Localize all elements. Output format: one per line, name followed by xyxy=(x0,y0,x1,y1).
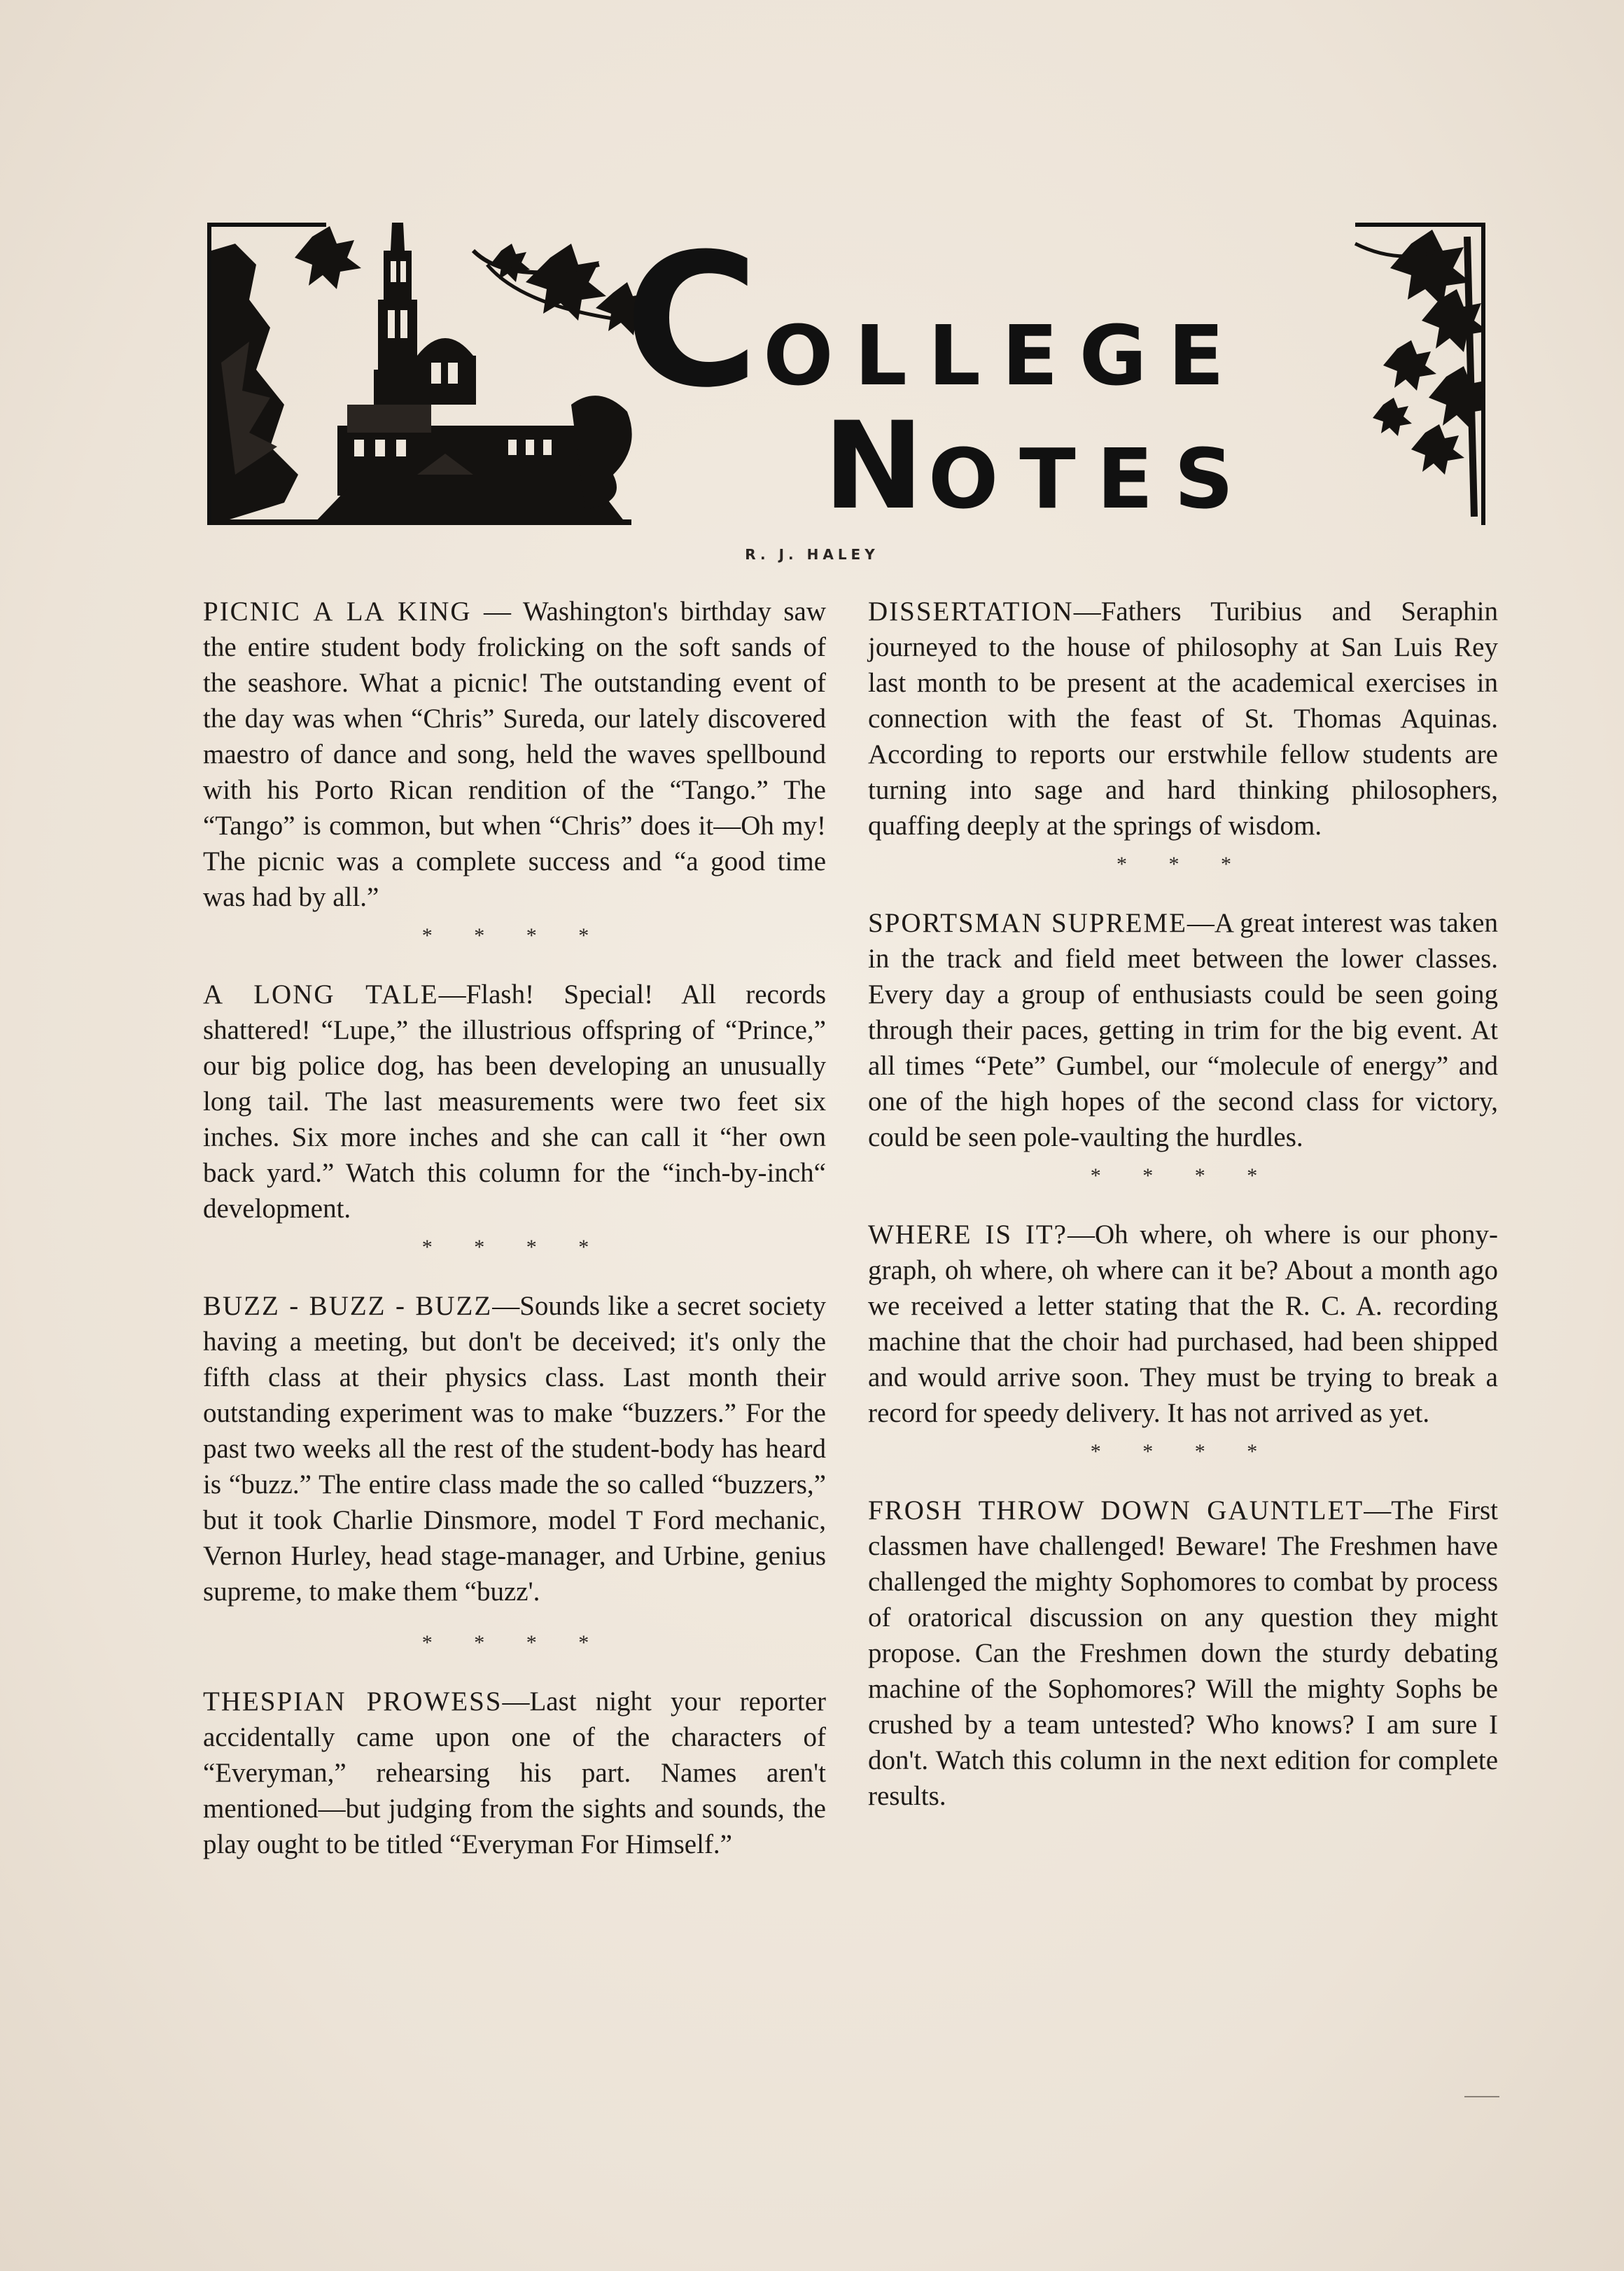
article-frosh xyxy=(868,1493,1498,1814)
article-dissertation xyxy=(868,594,1498,844)
title-rest-ollege: OLLEGE xyxy=(763,307,1246,404)
article-heading: BUZZ - BUZZ - BUZZ xyxy=(203,1291,493,1321)
title-rest-otes: OTES xyxy=(927,431,1255,527)
article-body: —Oh where, oh where is our phony-graph, oh where, oh where can it be? About a month ago we received a letter stating that the R. C. A. recording machine that the choir had purchased, had been shipped and would arrive soon. They must be trying to break a record for speedy delivery. It has not arrived as yet. xyxy=(868,1220,1498,1428)
article-body: —Flash! Special! All records shattered! “Lupe,” the illustrious offspring of “Prince,” our big police dog, has been developing an unusually long tail. The last measurements were two feet six inches. Six more inches and she can call it “her own back yard.” Watch this column for the “inch-by-inch“ development. xyxy=(203,979,827,1224)
article-body: —A great interest was taken in the track and field meet between the lower classes. Every day a group of enthusiasts could be seen going through their paces, getting in trim for the big event. At all times “Pete” Gumbel, our “molecule of energy” and one of the high hopes of the second class for victory, could be seen pole-vaulting the hurdles. xyxy=(868,908,1498,1152)
article-buzz xyxy=(203,1288,826,1609)
article-heading: PICNIC A LA KING xyxy=(203,596,472,627)
section-separator: * * * xyxy=(1116,853,1250,876)
section-separator: * * * * xyxy=(421,924,608,947)
footer-rule xyxy=(1464,2096,1499,2097)
author-byline: R. J. HALEY xyxy=(745,546,879,563)
article-body: —The First classmen have challenged! Beware! The Freshmen have challenged the mighty Sophomores to combat by process of oratorical discussion on any question they might propose. Can the Freshmen down the sturdy debating machine of the Sophomores? Will the mighty Sophs be crushed by a team untested? Who knows? I am sure I don't. Watch this column in the next edition for complete results. xyxy=(868,1495,1498,1811)
college-notes-masthead xyxy=(207,214,1485,536)
article-long-tale xyxy=(203,977,826,1227)
right-column xyxy=(868,594,1498,1814)
title-initial-c: C xyxy=(624,214,764,428)
title-initial-n: N xyxy=(823,396,928,536)
article-heading: DISSERTATION xyxy=(868,596,1074,627)
article-body: —Last night your reporter accidentally came upon one of the characters of “Everyman,” rehearsing his part. Names aren't mentioned—but judging from the sights and sounds, the play ought to be titled “Everyman For Himself.” xyxy=(203,1686,826,1859)
article-heading: A LONG TALE xyxy=(203,979,439,1009)
article-heading: FROSH THROW DOWN GAUNTLET xyxy=(868,1495,1364,1525)
article-heading: SPORTSMAN SUPREME xyxy=(868,908,1187,938)
article-body: — Washington's birthday saw the entire student body frolicking on the soft sands of the seashore. What a picnic! The outstanding event of the day was when “Chris” Sureda, our lately discovered maestro of dance and song, held the waves spellbound with his Porto Rican rendition of the “Tango.” The “Tango” is common, but when “Chris” does it—Oh my! The picnic was a complete success and “a good time was had by all.” xyxy=(203,596,826,912)
article-body: —Fathers Turibius and Seraphin journeyed to the house of philosophy at San Luis Rey last month to be present at the academical exercises in connection with the feast of St. Thomas Aquinas. According to reports our erstwhile fellow students are turning into sage and hard thinking philosophers, quaffing deeply at the springs of wisdom. xyxy=(868,596,1498,841)
article-body: —Sounds like a secret society having a meeting, but don't be deceived; it's only the fifth class at their physics class. Last month their outstanding experiment was to make “buzzers.” For the past two weeks all the rest of the student-body has heard is “buzz.” The entire class made the so called “buzzers,” but it took Charlie Dinsmore, model T Ford mechanic, Vernon Hurley, head stage-manager, and Urbine, genius supreme, to make them “buzz'. xyxy=(203,1291,826,1607)
section-separator: * * * * xyxy=(1090,1440,1276,1463)
section-separator: * * * * xyxy=(421,1236,608,1259)
section-separator: * * * * xyxy=(421,1631,608,1654)
section-separator: * * * * xyxy=(1090,1164,1276,1187)
article-thespian xyxy=(203,1684,826,1862)
article-sportsman xyxy=(868,905,1498,1155)
masthead-title-line-2 xyxy=(823,396,1255,536)
article-heading: THESPIAN PROWESS xyxy=(203,1686,503,1717)
left-column xyxy=(203,594,826,1862)
masthead-title-line-1 xyxy=(624,214,1246,428)
article-where-is-it xyxy=(868,1217,1498,1431)
article-heading: WHERE IS IT? xyxy=(868,1220,1068,1250)
article-picnic xyxy=(203,594,826,915)
